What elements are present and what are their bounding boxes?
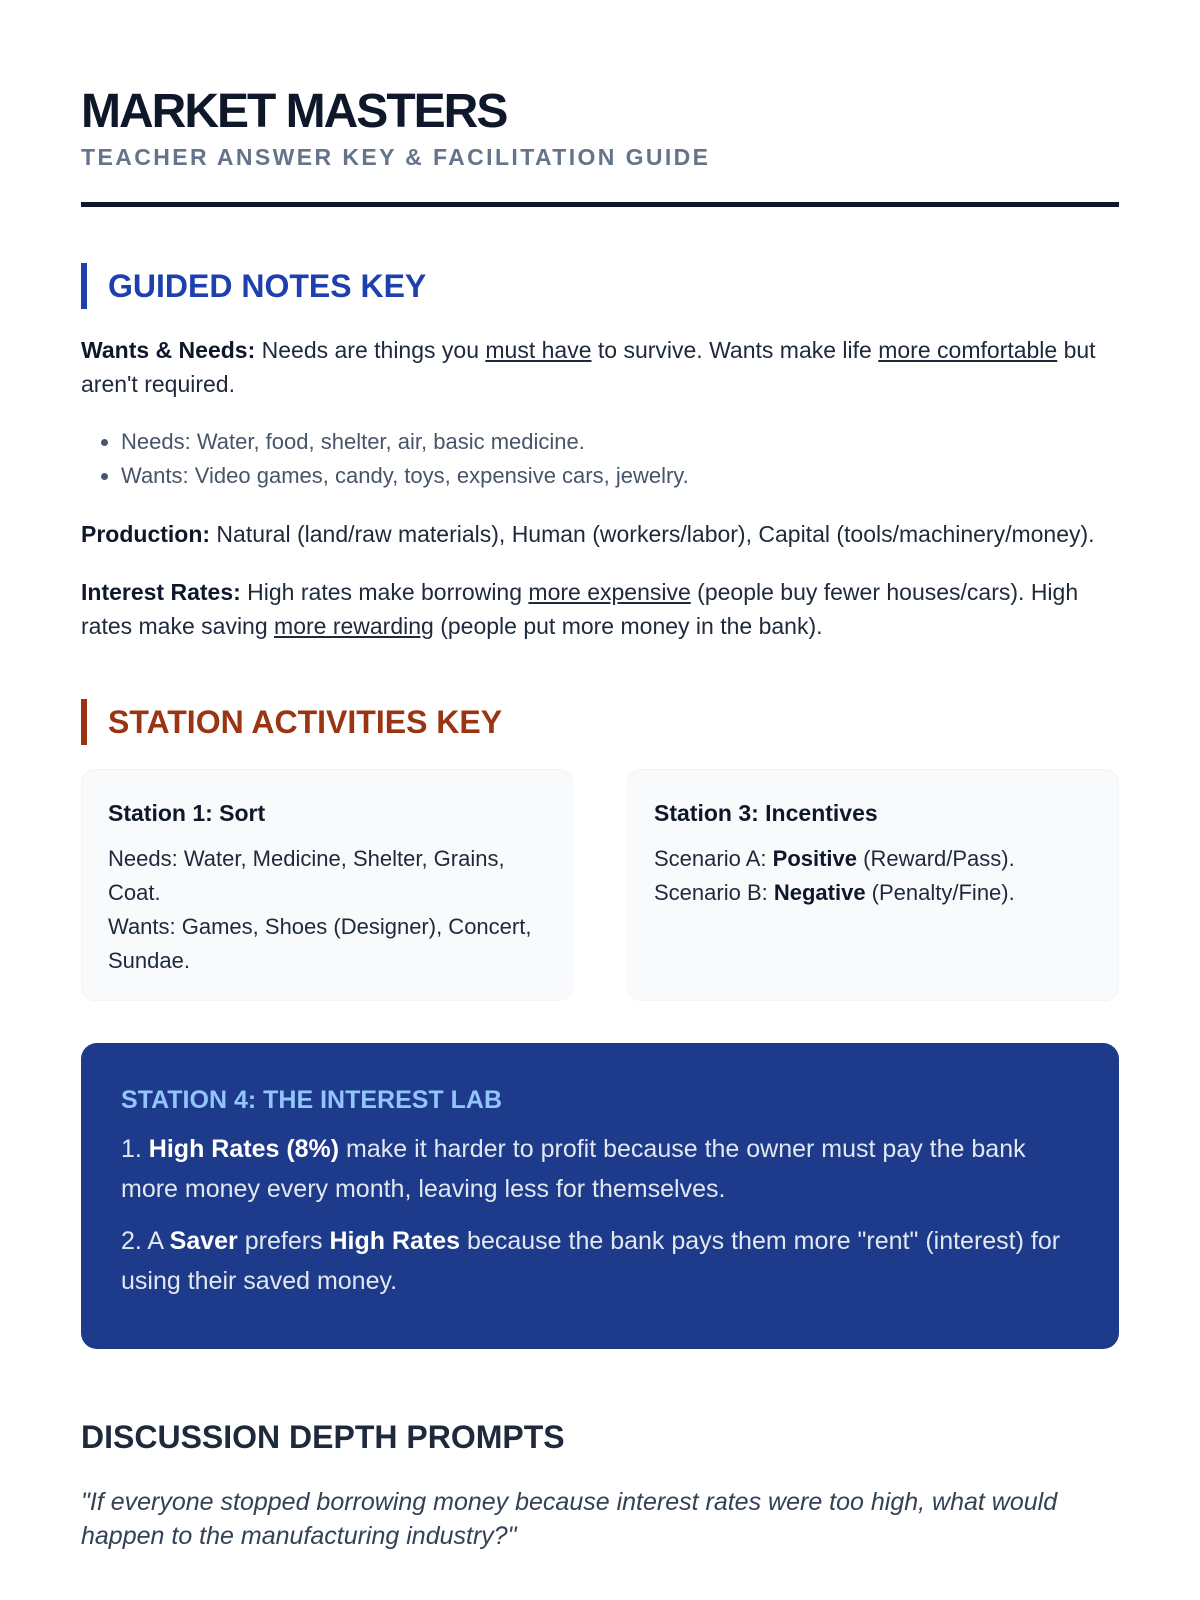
page-subtitle: TEACHER ANSWER KEY & FACILITATION GUIDE	[81, 144, 711, 170]
text-span: (Penalty/Fine).	[865, 880, 1015, 905]
answer-bold: High Rates (8%)	[148, 1135, 340, 1163]
text-span: Natural (land/raw materials), Human (workers/labor), Capital (tools/machinery/money).	[210, 521, 1095, 547]
station-answers	[654, 842, 1092, 910]
text-span: 2. A	[121, 1227, 170, 1255]
answer-bold: Negative	[773, 880, 866, 905]
answer-blank: more expensive	[528, 579, 691, 605]
discussion-prompt: "If everyone stopped borrowing money because interest rates were too high, what would happen to the manufacturing industry?"	[81, 1488, 1058, 1550]
answer-bold: High Rates	[329, 1227, 461, 1255]
text-span: to survive. Wants make life	[591, 337, 879, 363]
section-title: GUIDED NOTES KEY	[108, 268, 427, 304]
wants-answer: Wants: Games, Shoes (Designer), Concert, Sundae.	[108, 914, 532, 973]
lab-title: STATION 4: THE INTEREST LAB	[121, 1086, 503, 1114]
wants-needs-label: Wants & Needs:	[81, 337, 256, 363]
text-span: 1.	[121, 1135, 149, 1163]
station-3-card	[627, 769, 1119, 1001]
scenario-b-answer	[654, 876, 1092, 910]
station-1-card	[81, 769, 573, 1001]
station-cards	[81, 769, 1119, 1001]
text-span: (Reward/Pass).	[857, 846, 1015, 871]
station-title: Station 1: Sort	[108, 800, 266, 826]
answer-blank: must have	[485, 337, 592, 363]
interest-lab-panel	[81, 1043, 1119, 1349]
list-item: • Needs: Water, food, shelter, air, basic medicine.	[121, 425, 1119, 459]
wants-needs-paragraph	[81, 333, 1119, 401]
answer-blank: more comfortable	[878, 337, 1058, 363]
scenario-a-answer	[654, 842, 1092, 876]
header-divider	[81, 202, 1119, 207]
text-span: because the bank pays them more "rent" (interest) for using their saved money.	[121, 1227, 1061, 1295]
text-span: prefers	[237, 1227, 330, 1255]
text-span: Scenario B:	[654, 880, 774, 905]
text-span: Needs are things you	[255, 337, 486, 363]
text-span: (people buy fewer houses/cars). High rates make saving	[81, 579, 1079, 639]
answer-bold: Saver	[169, 1227, 238, 1255]
page-title: MARKET MASTERS	[81, 85, 507, 138]
lab-answer-1	[121, 1129, 1079, 1209]
answer-bold: Positive	[772, 846, 858, 871]
section-accent-bar	[81, 699, 87, 745]
text-span: but aren't required.	[81, 337, 1096, 397]
text-span: (people put more money in the bank).	[433, 613, 823, 639]
station-activities-heading	[81, 699, 1119, 745]
guided-notes-heading	[81, 263, 1119, 309]
text-span: High rates make borrowing	[240, 579, 529, 605]
section-title: STATION ACTIVITIES KEY	[108, 704, 503, 740]
text-span: make it harder to profit because the owner must pay the bank more money every month, leaving less for themselves.	[121, 1135, 1026, 1203]
text-span: Scenario A:	[654, 846, 773, 871]
interest-rates-paragraph	[81, 575, 1119, 643]
production-paragraph	[81, 517, 1119, 551]
production-label: Production:	[81, 521, 211, 547]
needs-answer: Needs: Water, Medicine, Shelter, Grains, Coat.	[108, 846, 505, 905]
needs-wants-list	[81, 425, 1119, 493]
station-title: Station 3: Incentives	[654, 800, 878, 826]
discussion-title: DISCUSSION DEPTH PROMPTS	[81, 1419, 565, 1455]
station-answers	[108, 842, 546, 978]
lab-answer-2	[121, 1221, 1079, 1301]
interest-rates-label: Interest Rates:	[81, 579, 241, 605]
list-item: • Wants: Video games, candy, toys, expensive cars, jewelry.	[121, 459, 1119, 493]
section-accent-bar	[81, 263, 87, 309]
answer-blank: more rewarding	[274, 613, 434, 639]
